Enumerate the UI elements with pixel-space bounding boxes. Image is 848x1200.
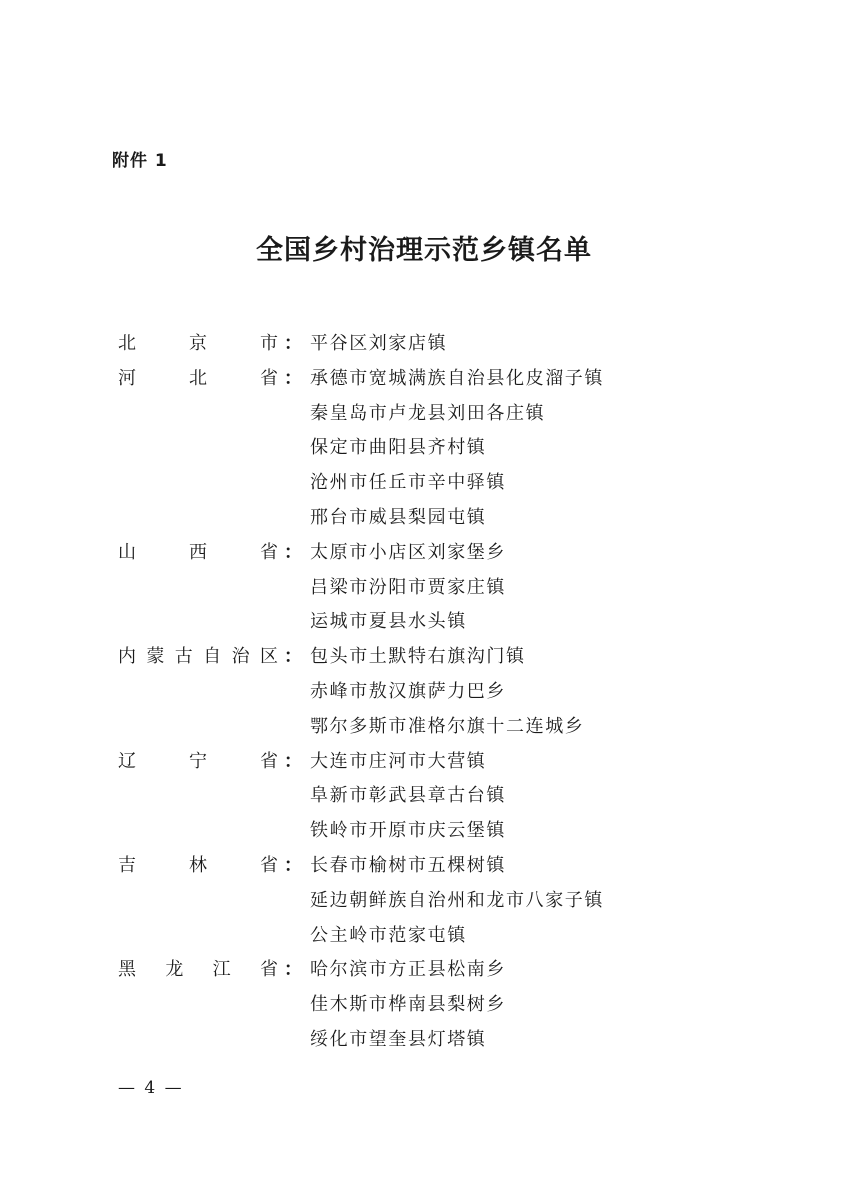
township-name: 太原市小店区刘家堡乡: [310, 541, 506, 563]
township-name: 鄂尔多斯市准格尔旗十二连城乡: [310, 715, 585, 737]
colon-separator: ：: [284, 959, 302, 981]
list-item: [0, 536, 848, 571]
province-label: 山 西 省: [118, 541, 278, 563]
township-name: 沧州市任丘市辛中驿镇: [310, 472, 506, 494]
province-label: 吉 林 省: [118, 854, 278, 876]
document-title: 全国乡村治理示范乡镇名单: [256, 235, 592, 266]
township-name: 保定市曲阳县齐村镇: [310, 437, 487, 459]
list-item: [0, 466, 848, 501]
township-name: 哈尔滨市方正县松南乡: [310, 959, 506, 981]
list-item: [0, 675, 848, 710]
township-name: 大连市庄河市大营镇: [310, 750, 487, 772]
township-name: 长春市榆树市五棵树镇: [310, 854, 506, 876]
list-item: [0, 745, 848, 780]
township-name: 包头市土默特右旗沟门镇: [310, 646, 526, 668]
list-item: [0, 849, 848, 884]
attachment-label: 附件 1: [112, 151, 168, 171]
colon-separator: ：: [284, 854, 302, 876]
province-label: 内 蒙 古 自 治 区: [118, 646, 278, 668]
list-item: [0, 431, 848, 466]
colon-separator: ：: [284, 646, 302, 668]
list-item: [0, 397, 848, 432]
list-item: [0, 953, 848, 988]
colon-separator: ：: [284, 750, 302, 772]
township-name: 绥化市望奎县灯塔镇: [310, 1028, 487, 1050]
township-name: 延边朝鲜族自治州和龙市八家子镇: [310, 889, 604, 911]
township-list: [0, 327, 848, 1058]
list-item: [0, 1023, 848, 1058]
colon-separator: ：: [284, 333, 302, 354]
township-name: 公主岭市范家屯镇: [310, 924, 467, 946]
township-name: 邢台市威县梨园屯镇: [310, 506, 487, 528]
list-item: [0, 919, 848, 954]
list-item: [0, 605, 848, 640]
province-label: 北 京 市: [118, 333, 278, 354]
township-name: 铁岭市开原市庆云堡镇: [310, 820, 506, 842]
township-name: 承德市宽城满族自治县化皮溜子镇: [310, 367, 604, 389]
list-item: [0, 327, 848, 362]
list-item: [0, 884, 848, 919]
township-name: 阜新市彰武县章古台镇: [310, 785, 506, 807]
township-name: 赤峰市敖汉旗萨力巴乡: [310, 680, 506, 702]
list-item: [0, 988, 848, 1023]
colon-separator: ：: [284, 367, 302, 389]
township-name: 平谷区刘家店镇: [310, 333, 448, 354]
province-label: 黑 龙 江 省: [118, 959, 278, 981]
province-label: 河 北 省: [118, 367, 278, 389]
list-item: [0, 814, 848, 849]
list-item: [0, 779, 848, 814]
township-name: 秦皇岛市卢龙县刘田各庄镇: [310, 402, 546, 424]
page-number: — 4 —: [118, 1078, 184, 1098]
list-item: [0, 501, 848, 536]
province-label: 辽 宁 省: [118, 750, 278, 772]
list-item: [0, 362, 848, 397]
colon-separator: ：: [284, 541, 302, 563]
list-item: [0, 640, 848, 675]
list-item: [0, 571, 848, 606]
township-name: 运城市夏县水头镇: [310, 611, 467, 633]
township-name: 佳木斯市桦南县梨树乡: [310, 994, 506, 1016]
township-name: 吕梁市汾阳市贾家庄镇: [310, 576, 506, 598]
list-item: [0, 710, 848, 745]
